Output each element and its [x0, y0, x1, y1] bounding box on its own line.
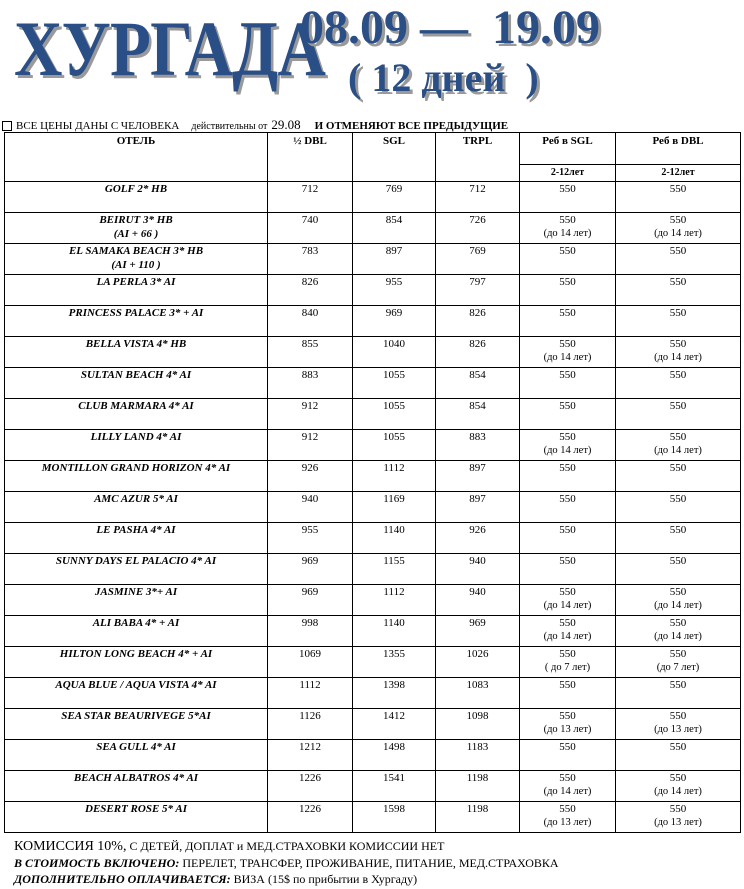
price-child-dbl: 550: [669, 772, 687, 784]
hotel-name: MONTILLON GRAND HORIZON 4* AI: [41, 462, 231, 474]
price-child-dbl: 550: [669, 617, 687, 629]
hotel-name: LILLY LAND 4* AI: [90, 431, 182, 443]
hotel-cell: [5, 244, 268, 275]
table-row: [5, 461, 741, 492]
price-child-dbl: 550: [669, 462, 687, 474]
price-trpl: 897: [436, 461, 520, 492]
price-child-sgl: 550: [559, 555, 576, 567]
price-child-sgl-cell: [520, 647, 616, 678]
price-half-dbl: 926: [268, 461, 353, 492]
extra-label: ДОПОЛНИТЕЛЬНО ОПЛАЧИВАЕТСЯ:: [14, 872, 231, 886]
price-trpl: 826: [436, 306, 520, 337]
price-trpl: 940: [436, 585, 520, 616]
child-dbl-age-note: (до 14 лет): [654, 631, 702, 642]
price-trpl: 797: [436, 275, 520, 306]
price-child-sgl: 550: [559, 617, 576, 629]
price-child-dbl-cell: [616, 585, 741, 616]
price-sgl: 769: [353, 182, 436, 213]
price-sgl: 1412: [353, 709, 436, 740]
price-child-sgl-cell: [520, 554, 616, 585]
extra-text: ВИЗА (15$ по прибытии в Хургаду): [230, 872, 418, 886]
price-child-sgl: 550: [559, 338, 576, 350]
hotel-cell: [5, 368, 268, 399]
table-row: [5, 616, 741, 647]
hotel-name: EL SAMAKA BEACH 3* HB: [68, 245, 204, 257]
price-child-sgl: 550: [559, 400, 576, 412]
price-half-dbl: 955: [268, 523, 353, 554]
table-row: [5, 492, 741, 523]
price-half-dbl: 1226: [268, 771, 353, 802]
price-sgl: 1040: [353, 337, 436, 368]
price-half-dbl: 912: [268, 399, 353, 430]
price-child-sgl-cell: [520, 492, 616, 523]
hotel-cell: [5, 337, 268, 368]
price-child-dbl: 550: [669, 276, 687, 288]
table-row: [5, 771, 741, 802]
price-sgl: 1112: [353, 585, 436, 616]
price-child-dbl-cell: [616, 492, 741, 523]
price-child-sgl-cell: [520, 275, 616, 306]
price-trpl: 1083: [436, 678, 520, 709]
price-child-dbl: 550: [669, 307, 687, 319]
price-half-dbl: 940: [268, 492, 353, 523]
price-trpl: 897: [436, 492, 520, 523]
price-half-dbl: 969: [268, 585, 353, 616]
price-child-dbl-cell: [616, 616, 741, 647]
notice-valid-label: действительны от: [191, 121, 268, 132]
price-trpl: 969: [436, 616, 520, 647]
price-child-sgl-cell: [520, 244, 616, 275]
hotel-cell: [5, 771, 268, 802]
price-half-dbl: 783: [268, 244, 353, 275]
table-row: [5, 399, 741, 430]
price-trpl: 926: [436, 523, 520, 554]
child-sgl-age-note: (до 13 лет): [543, 724, 592, 735]
price-child-sgl-cell: [520, 368, 616, 399]
price-half-dbl: 712: [268, 182, 353, 213]
price-child-sgl-cell: [520, 182, 616, 213]
hotel-cell: [5, 275, 268, 306]
price-child-dbl-cell: [616, 244, 741, 275]
price-half-dbl: 1069: [268, 647, 353, 678]
price-half-dbl: 1112: [268, 678, 353, 709]
price-child-dbl: 550: [669, 183, 687, 195]
price-half-dbl: 969: [268, 554, 353, 585]
child-dbl-label: Реб в DBL: [652, 135, 704, 147]
hotel-name: SUNNY DAYS EL PALACIO 4* AI: [55, 555, 217, 567]
price-half-dbl: 855: [268, 337, 353, 368]
price-child-dbl-cell: [616, 213, 741, 244]
hotel-name: PRINCESS PALACE 3* + AI: [68, 307, 204, 319]
price-child-dbl: 550: [669, 431, 687, 443]
price-sgl: 1169: [353, 492, 436, 523]
price-child-sgl: 550: [559, 431, 576, 443]
price-half-dbl: 740: [268, 213, 353, 244]
price-half-dbl: 998: [268, 616, 353, 647]
price-child-dbl-cell: [616, 306, 741, 337]
col-header-hotel: ОТЕЛЬ: [5, 133, 268, 182]
price-child-dbl-cell: [616, 802, 741, 833]
child-dbl-age-note: (до 13 лет): [654, 817, 702, 828]
price-child-dbl-cell: [616, 461, 741, 492]
hotel-cell: [5, 585, 268, 616]
child-sgl-age-note: (до 14 лет): [543, 352, 592, 363]
price-child-dbl: 550: [669, 338, 687, 350]
table-row: [5, 585, 741, 616]
price-table: [4, 132, 741, 833]
price-trpl: 1026: [436, 647, 520, 678]
child-dbl-age-note: (до 14 лет): [654, 445, 702, 456]
price-sgl: 897: [353, 244, 436, 275]
price-child-sgl: 550: [559, 524, 576, 536]
price-child-dbl: 550: [669, 741, 687, 753]
hotel-name: BELLA VISTA 4* HB: [85, 338, 187, 350]
price-sgl: 955: [353, 275, 436, 306]
price-child-sgl: 550: [559, 710, 576, 722]
price-child-dbl-cell: [616, 275, 741, 306]
price-sgl: 969: [353, 306, 436, 337]
price-child-dbl: 550: [669, 524, 687, 536]
price-sgl: 1541: [353, 771, 436, 802]
price-child-sgl-cell: [520, 771, 616, 802]
hotel-name: JASMINE 3*+ AI: [94, 586, 178, 598]
child-dbl-age: 2-12лет: [616, 164, 740, 179]
price-child-sgl: 550: [559, 648, 576, 660]
child-sgl-age-note: (до 13 лет): [543, 817, 592, 828]
commission-rate: КОМИССИЯ 10%,: [14, 839, 127, 854]
price-child-sgl: 550: [559, 741, 576, 753]
hotel-ai-supplement: (AI + 110 ): [111, 259, 161, 271]
col-header-sgl: SGL: [353, 133, 436, 182]
hotel-name: DESERT ROSE 5* AI: [85, 803, 187, 815]
price-child-sgl: 550: [559, 462, 576, 474]
hotel-cell: [5, 213, 268, 244]
commission-line: [14, 838, 742, 855]
notice-suffix: И ОТМЕНЯЮТ ВСЕ ПРЕДЫДУЩИЕ: [314, 120, 509, 132]
price-trpl: 826: [436, 337, 520, 368]
price-child-dbl: 550: [669, 369, 687, 381]
hotel-cell: [5, 430, 268, 461]
price-sgl: 1055: [353, 399, 436, 430]
extra-line: [14, 871, 742, 887]
price-sgl: 1398: [353, 678, 436, 709]
price-child-sgl: 550: [559, 772, 576, 784]
child-sgl-age-note: (до 14 лет): [543, 228, 592, 239]
hotel-name: SULTAN BEACH 4* AI: [80, 369, 192, 381]
price-trpl: 1098: [436, 709, 520, 740]
col-header-child-dbl: [616, 133, 741, 182]
price-notice: [0, 118, 744, 132]
price-child-sgl: 550: [559, 245, 576, 257]
price-child-dbl: 550: [669, 400, 687, 412]
price-child-dbl: 550: [669, 245, 687, 257]
price-child-dbl: 550: [669, 648, 687, 660]
hotel-cell: [5, 399, 268, 430]
hotel-name: AMC AZUR 5* AI: [94, 493, 178, 505]
price-child-dbl: 550: [669, 555, 687, 567]
hotel-name: LA PERLA 3* AI: [96, 276, 176, 288]
price-half-dbl: 826: [268, 275, 353, 306]
child-dbl-age-note: (до 14 лет): [654, 786, 702, 797]
price-child-dbl-cell: [616, 399, 741, 430]
table-row: [5, 430, 741, 461]
table-row: [5, 709, 741, 740]
price-child-sgl-cell: [520, 740, 616, 771]
hotel-ai-supplement: (AI + 66 ): [113, 228, 159, 240]
hotel-name: ALI BABA 4* + AI: [92, 617, 180, 629]
footer: [14, 838, 742, 887]
table-row: [5, 678, 741, 709]
hotel-cell: [5, 740, 268, 771]
price-trpl: 712: [436, 182, 520, 213]
price-child-dbl-cell: [616, 709, 741, 740]
child-sgl-age-note: (до 14 лет): [543, 600, 592, 611]
price-child-dbl-cell: [616, 678, 741, 709]
price-child-sgl-cell: [520, 306, 616, 337]
child-dbl-age-note: (до 14 лет): [654, 600, 702, 611]
table-row: [5, 802, 741, 833]
price-sgl: 1140: [353, 616, 436, 647]
price-child-dbl-cell: [616, 554, 741, 585]
price-child-sgl-cell: [520, 678, 616, 709]
price-sgl: 1598: [353, 802, 436, 833]
price-child-dbl: 550: [669, 679, 687, 691]
price-trpl: 769: [436, 244, 520, 275]
price-child-dbl: 550: [669, 710, 687, 722]
hotel-cell: [5, 802, 268, 833]
price-sgl: 1112: [353, 461, 436, 492]
price-trpl: 1198: [436, 802, 520, 833]
tour-dates: 08.09 — 19.09: [300, 1, 600, 54]
hotel-name: CLUB MARMARA 4* AI: [78, 400, 194, 412]
price-child-sgl-cell: [520, 709, 616, 740]
price-child-dbl-cell: [616, 647, 741, 678]
table-row: [5, 275, 741, 306]
price-child-sgl-cell: [520, 802, 616, 833]
price-trpl: 1183: [436, 740, 520, 771]
child-dbl-age-note: (до 14 лет): [654, 352, 702, 363]
price-child-dbl-cell: [616, 523, 741, 554]
price-half-dbl: 1126: [268, 709, 353, 740]
price-child-dbl-cell: [616, 182, 741, 213]
price-trpl: 1198: [436, 771, 520, 802]
hotel-name: BEACH ALBATROS 4* AI: [73, 772, 199, 784]
table-row: [5, 554, 741, 585]
child-dbl-age-note: (до 7 лет): [656, 662, 700, 673]
price-child-sgl: 550: [559, 679, 576, 691]
hotel-cell: [5, 182, 268, 213]
price-sgl: 1055: [353, 430, 436, 461]
hotel-name: LE PASHA 4* AI: [96, 524, 176, 536]
price-child-dbl-cell: [616, 368, 741, 399]
price-child-sgl-cell: [520, 430, 616, 461]
hotel-cell: [5, 523, 268, 554]
hotel-name: SEA STAR BEAURIVEGE 5*AI: [61, 710, 211, 722]
price-child-sgl-cell: [520, 585, 616, 616]
price-child-sgl-cell: [520, 616, 616, 647]
price-sgl: 1155: [353, 554, 436, 585]
price-child-sgl-cell: [520, 399, 616, 430]
child-sgl-age-note: (до 14 лет): [543, 445, 592, 456]
notice-prefix: ВСЕ ЦЕНЫ ДАНЫ С ЧЕЛОВЕКА: [16, 120, 180, 132]
tour-duration: ( 12 дней ): [348, 55, 539, 100]
price-child-dbl-cell: [616, 740, 741, 771]
price-half-dbl: 912: [268, 430, 353, 461]
notice-valid-date: 29.08: [271, 117, 301, 132]
hotel-cell: [5, 306, 268, 337]
price-child-sgl-cell: [520, 213, 616, 244]
price-child-sgl: 550: [559, 276, 576, 288]
price-child-sgl: 550: [559, 183, 576, 195]
hotel-cell: [5, 616, 268, 647]
child-sgl-age-note: (до 14 лет): [543, 631, 592, 642]
price-sgl: 854: [353, 213, 436, 244]
child-sgl-label: Реб в SGL: [542, 135, 593, 147]
price-trpl: 883: [436, 430, 520, 461]
price-child-dbl-cell: [616, 337, 741, 368]
col-header-trpl: TRPL: [436, 133, 520, 182]
table-row: [5, 740, 741, 771]
hotel-cell: [5, 709, 268, 740]
hotel-cell: [5, 554, 268, 585]
price-child-sgl: 550: [559, 369, 576, 381]
price-child-dbl: 550: [669, 493, 687, 505]
hotel-name: HILTON LONG BEACH 4* + AI: [59, 648, 213, 660]
hotel-cell: [5, 647, 268, 678]
price-child-sgl-cell: [520, 461, 616, 492]
table-row: [5, 647, 741, 678]
hotel-name: SEA GULL 4* AI: [96, 741, 176, 753]
price-half-dbl: 1226: [268, 802, 353, 833]
price-child-sgl: 550: [559, 307, 576, 319]
hotel-cell: [5, 461, 268, 492]
price-child-dbl-cell: [616, 771, 741, 802]
price-sgl: 1055: [353, 368, 436, 399]
price-half-dbl: 840: [268, 306, 353, 337]
included-text: ПЕРЕЛЕТ, ТРАНСФЕР, ПРОЖИВАНИЕ, ПИТАНИЕ, МЕД.СТРАХОВКА: [179, 856, 559, 870]
price-child-sgl: 550: [559, 803, 576, 815]
price-sgl: 1140: [353, 523, 436, 554]
price-half-dbl: 1212: [268, 740, 353, 771]
included-line: [14, 855, 742, 871]
child-dbl-age-note: (до 13 лет): [654, 724, 702, 735]
table-row: [5, 368, 741, 399]
table-row: [5, 523, 741, 554]
included-label: В СТОИМОСТЬ ВКЛЮЧЕНО:: [14, 856, 180, 870]
price-half-dbl: 883: [268, 368, 353, 399]
col-header-dbl: ½ DBL: [268, 133, 353, 182]
table-row: [5, 182, 741, 213]
price-child-dbl: 550: [669, 586, 687, 598]
price-trpl: 854: [436, 368, 520, 399]
checkbox-icon: [2, 121, 12, 131]
price-trpl: 726: [436, 213, 520, 244]
table-row: [5, 244, 741, 275]
table-row: [5, 337, 741, 368]
price-sgl: 1355: [353, 647, 436, 678]
price-child-sgl-cell: [520, 337, 616, 368]
commission-details: С ДЕТЕЙ, ДОПЛАТ и МЕД.СТРАХОВКИ КОМИССИИ НЕТ: [126, 839, 445, 853]
hotel-name: GOLF 2* HB: [104, 183, 168, 195]
table-row: [5, 213, 741, 244]
child-sgl-age-note: (до 14 лет): [543, 786, 592, 797]
hotel-name: BEIRUT 3* HB: [99, 214, 173, 226]
price-child-sgl-cell: [520, 523, 616, 554]
child-sgl-age: 2-12лет: [520, 164, 615, 179]
hotel-name: AQUA BLUE / AQUA VISTA 4* AI: [55, 679, 217, 691]
hotel-cell: [5, 678, 268, 709]
col-header-child-sgl: [520, 133, 616, 182]
price-child-dbl-cell: [616, 430, 741, 461]
table-row: [5, 306, 741, 337]
price-sgl: 1498: [353, 740, 436, 771]
child-sgl-age-note: ( до 7 лет): [544, 662, 591, 673]
price-child-dbl: 550: [669, 803, 687, 815]
price-child-sgl: 550: [559, 493, 576, 505]
child-dbl-age-note: (до 14 лет): [654, 228, 702, 239]
price-trpl: 940: [436, 554, 520, 585]
price-child-dbl: 550: [669, 214, 687, 226]
city-title: ХУРГАДА: [14, 5, 326, 92]
price-child-sgl: 550: [559, 586, 576, 598]
price-trpl: 854: [436, 399, 520, 430]
price-child-sgl: 550: [559, 214, 576, 226]
hotel-cell: [5, 492, 268, 523]
